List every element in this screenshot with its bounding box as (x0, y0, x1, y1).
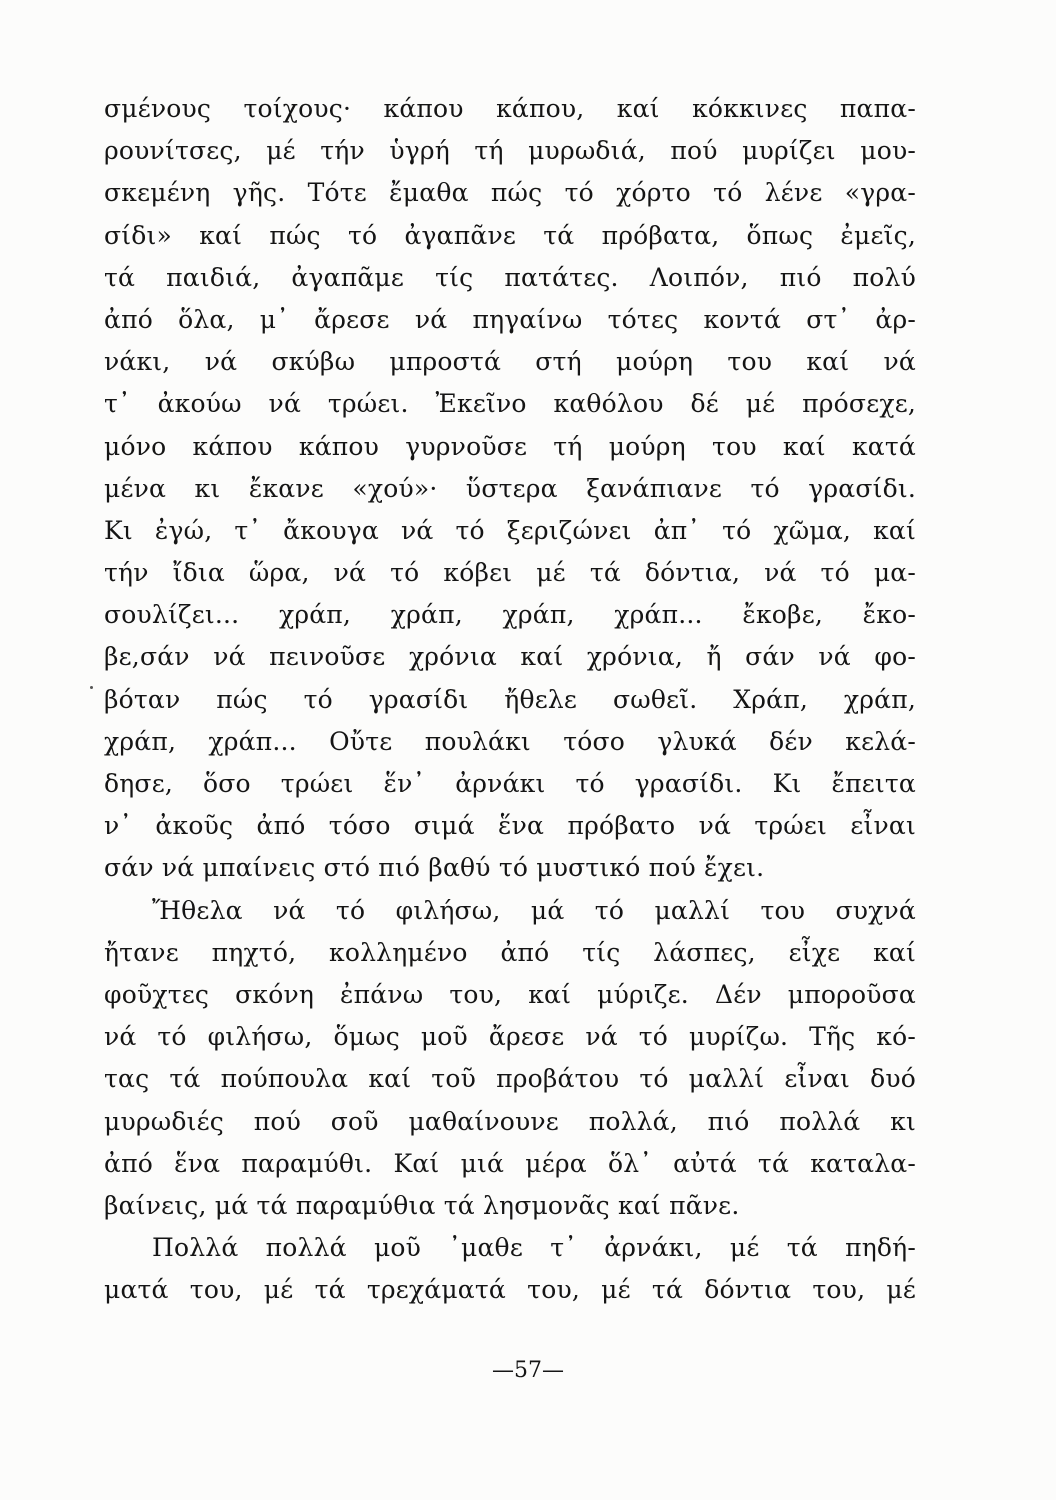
text-line: νά τό φιλήσω, ὅμως μοῦ ἄρεσε νά τό μυρίζω. Τῆς κό- (104, 1022, 916, 1052)
text-line: ρουνίτσες, μέ τήν ὑγρή τή μυρωδιά, πού μυρίζει μου- (104, 136, 916, 166)
text-line: δησε, ὅσο τρώει ἕν᾽ ἀρνάκι τό γρασίδι. Κι ἔπειτα (104, 769, 916, 798)
text-line: τά παιδιά, ἀγαπᾶμε τίς πατάτες. Λοιπόν, πιό πολύ (104, 262, 916, 292)
text-line: χράπ, χράπ... Οὔτε πουλάκι τόσο γλυκά δέν κελά- (104, 726, 916, 756)
text-line: ἤτανε πηχτό, κολλημένο ἀπό τίς λάσπες, εἶχε καί (104, 937, 916, 967)
text-line: Κι ἐγώ, τ᾽ ἄκουγα νά τό ξεριζώνει ἀπ᾽ τό χῶμα, καί (104, 515, 916, 545)
text-line: μένα κι ἔκανε «χού»· ὕστερα ξανάπιανε τό γρασίδι. (104, 473, 916, 503)
text-line: τ᾽ ἀκούω νά τρώει. Ἐκεῖνο καθόλου δέ μέ πρόσεχε, (104, 389, 916, 419)
text-line-paragraph-start: Πολλά πολλά μοῦ ᾽μαθε τ᾽ ἀρνάκι, μέ τά πηδή- (152, 1233, 916, 1263)
text-line: νάκι, νά σκύβω μπροστά στή μούρη του καί νά (104, 347, 916, 377)
text-line: ματά του, μέ τά τρεχάματά του, μέ τά δόντια του, μέ (104, 1275, 916, 1305)
text-line: τας τά πούπουλα καί τοῦ προβάτου τό μαλλί εἶναι δυό (104, 1064, 916, 1094)
text-line: σκεμένη γῆς. Τότε ἔμαθα πώς τό χόρτο τό λένε «γρα- (104, 178, 916, 208)
text-line: σίδι» καί πώς τό ἀγαπᾶνε τά πρόβατα, ὅπως ἐμεῖς, (104, 220, 916, 250)
text-line: ἀπό ὅλα, μ᾽ ἄρεσε νά πηγαίνω τότες κοντά στ᾽ ἀρ- (104, 304, 916, 334)
text-line: ν᾽ ἀκοῦς ἀπό τόσο σιμά ἕνα πρόβατο νά τρώει εἶναι (104, 811, 916, 841)
text-line-paragraph-start: Ἤθελα νά τό φιλήσω, μά τό μαλλί του συχνά (152, 895, 916, 925)
text-line: βόταν πώς τό γρασίδι ἤθελε σωθεῖ. Χράπ, χράπ, (104, 684, 916, 714)
text-line: σουλίζει... χράπ, χράπ, χράπ, χράπ... ἔκοβε, ἔκο- (104, 600, 916, 630)
text-line: φοῦχτες σκόνη ἐπάνω του, καί μύριζε. Δέν μποροῦσα (104, 979, 916, 1009)
body-text (104, 88, 916, 1311)
page-number: —57— (492, 1358, 564, 1383)
text-line: σμένους τοίχους· κάπου κάπου, καί κόκκινες παπα- (104, 94, 916, 123)
text-line: τήν ἴδια ὥρα, νά τό κόβει μέ τά δόντια, νά τό μα- (104, 558, 916, 588)
print-speck (90, 686, 93, 689)
text-line: ἀπό ἕνα παραμύθι. Καί μιά μέρα ὅλ᾽ αὐτά τά καταλα- (104, 1148, 916, 1178)
text-line: μόνο κάπου κάπου γυρνοῦσε τή μούρη του καί κατά (104, 431, 916, 461)
text-line: μυρωδιές πού σοῦ μαθαίνουνε πολλά, πιό πολλά κι (104, 1106, 916, 1136)
text-line: βαίνεις, μά τά παραμύθια τά λησμονᾶς καί πᾶνε. (104, 1190, 740, 1220)
text-line: σάν νά μπαίνεις στό πιό βαθύ τό μυστικό πού ἔχει. (104, 853, 765, 883)
text-line: βε,σάν νά πεινοῦσε χρόνια καί χρόνια, ἤ σάν νά φο- (104, 642, 916, 672)
